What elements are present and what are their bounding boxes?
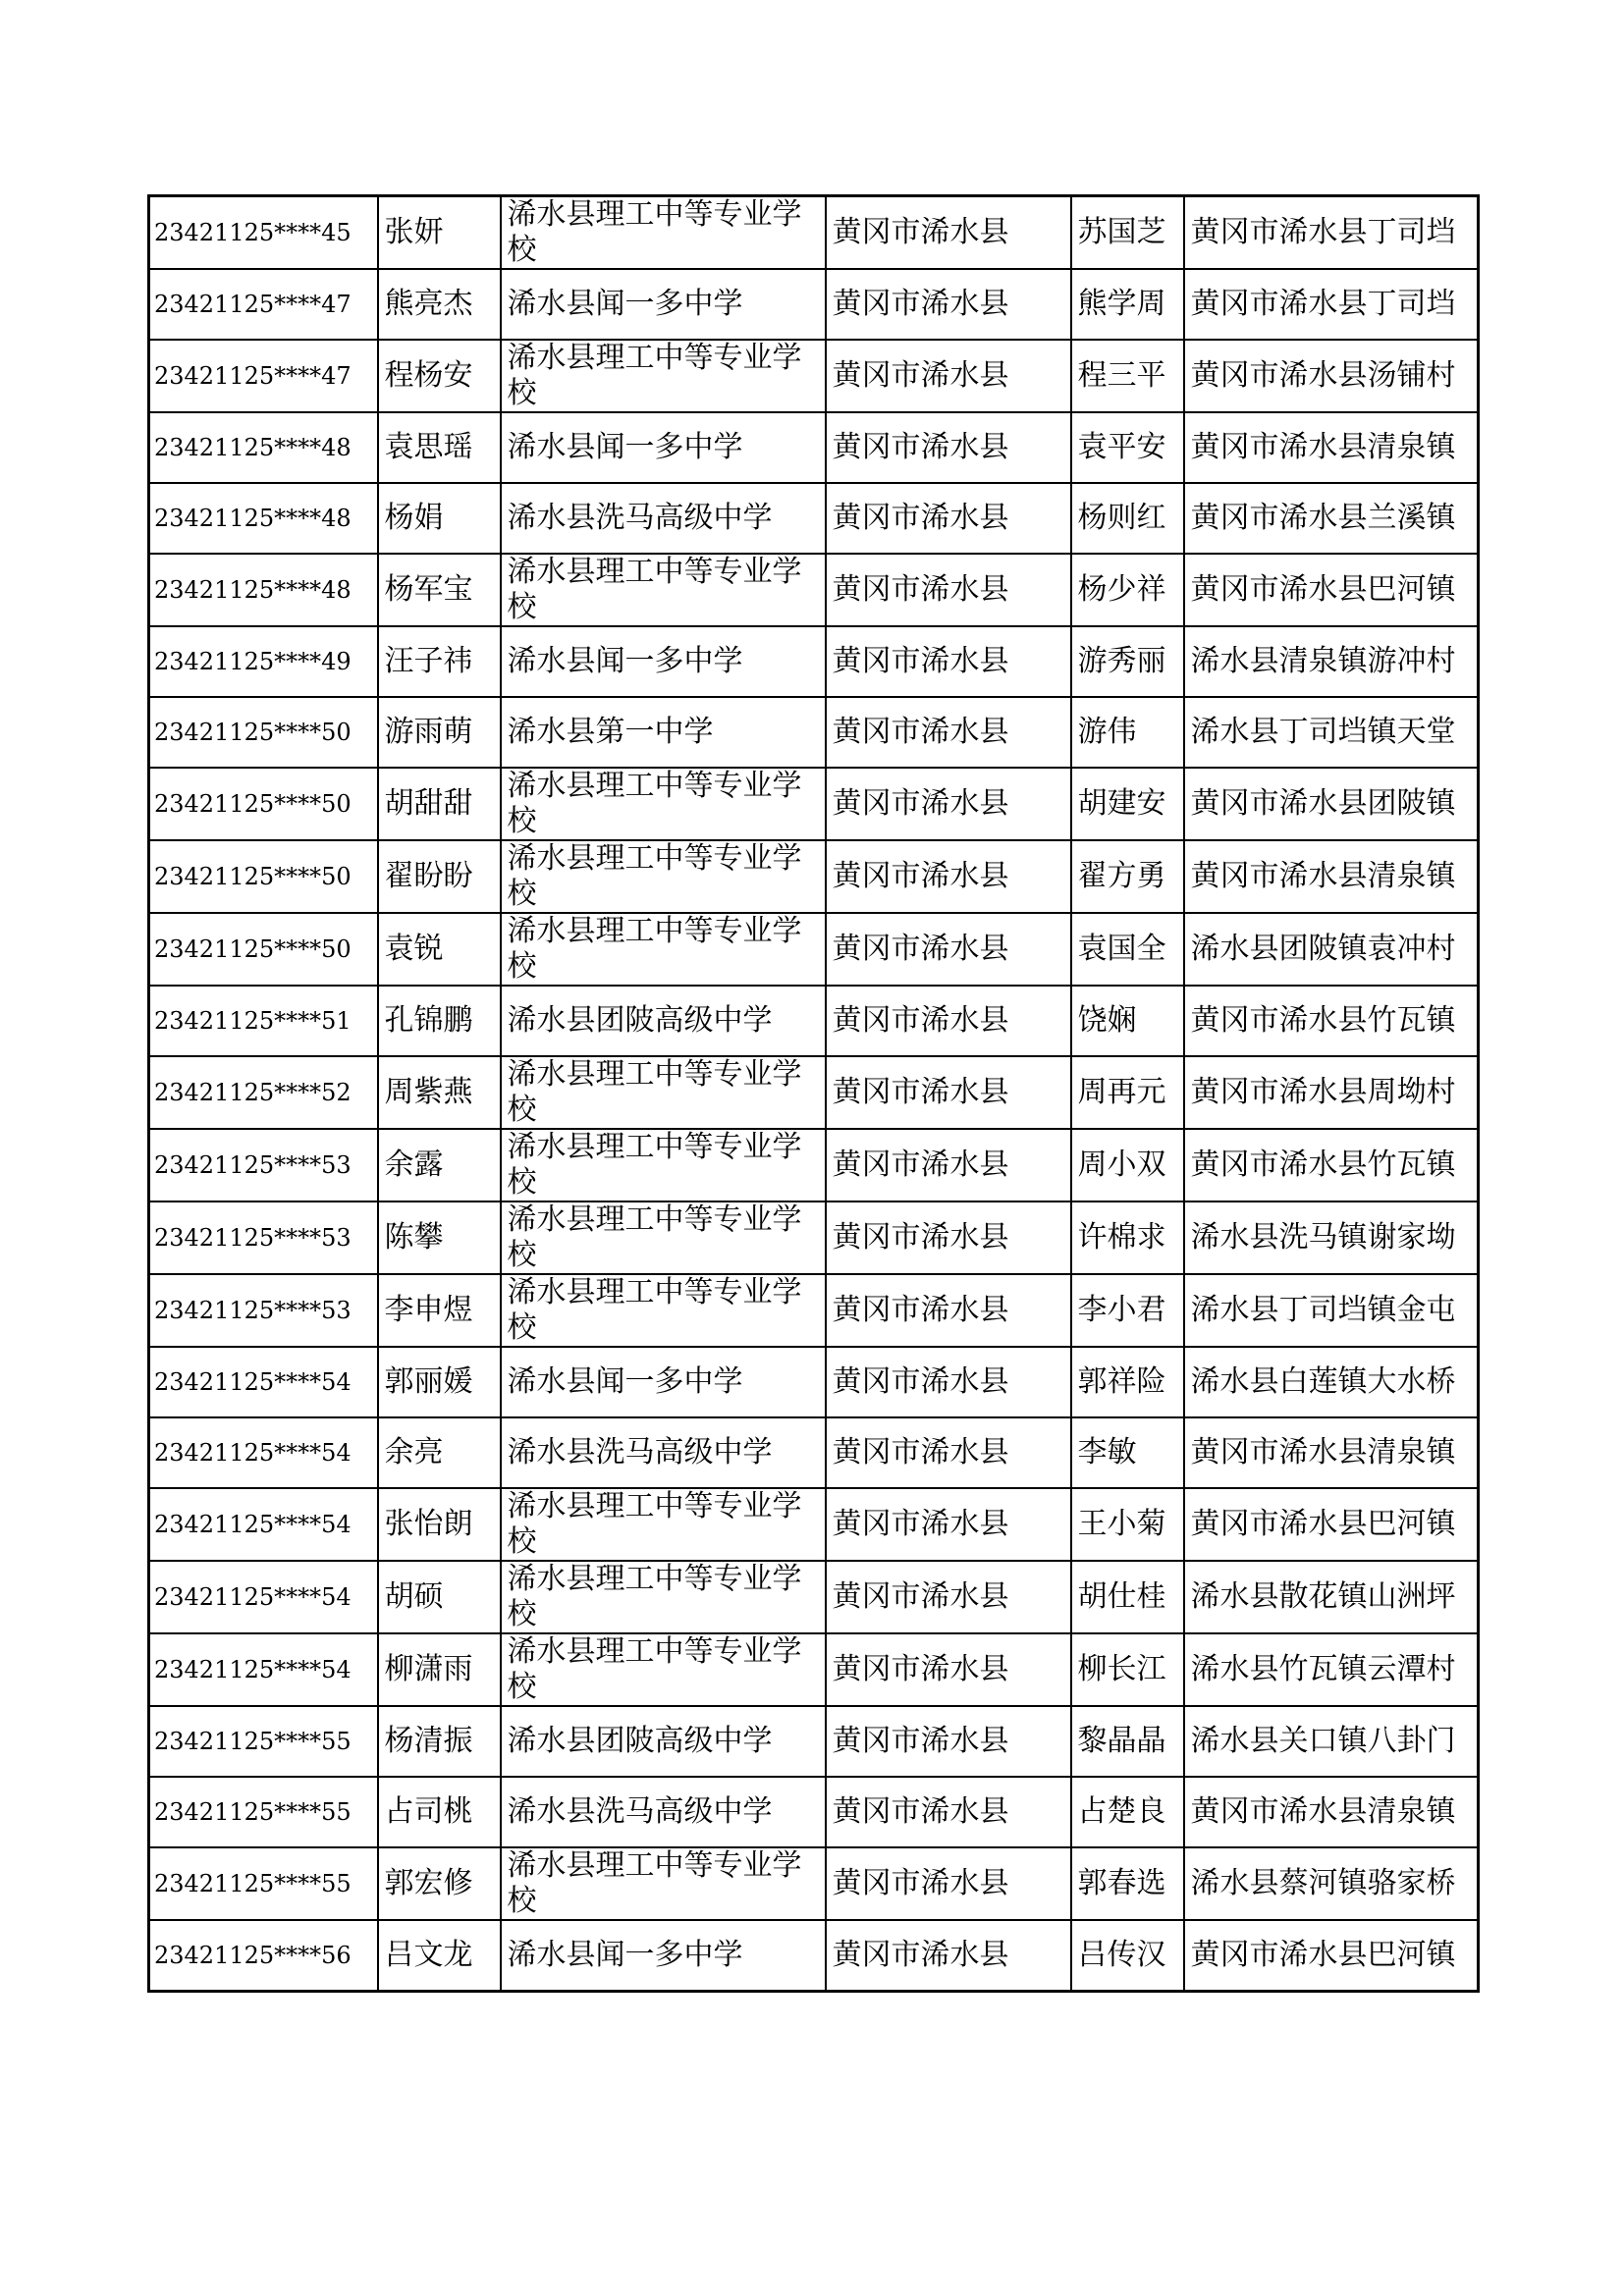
region-cell: 黄冈市浠水县: [826, 1633, 1071, 1706]
id-cell: 23421125****52: [149, 1056, 378, 1129]
id-cell: 23421125****48: [149, 412, 378, 483]
region-cell: 黄冈市浠水县: [826, 1488, 1071, 1561]
guardian-cell: 王小菊: [1071, 1488, 1184, 1561]
address-cell: 黄冈市浠水县竹瓦镇: [1184, 1129, 1479, 1201]
guardian-cell: 郭春选: [1071, 1847, 1184, 1920]
name-cell: 袁思瑶: [378, 412, 501, 483]
guardian-cell: 周再元: [1071, 1056, 1184, 1129]
guardian-cell: 许棉求: [1071, 1201, 1184, 1274]
region-cell: 黄冈市浠水县: [826, 697, 1071, 768]
table-row: [149, 1706, 1479, 1777]
table-row: [149, 1488, 1479, 1561]
school-cell: 浠水县洗马高级中学: [501, 1777, 826, 1847]
region-cell: 黄冈市浠水县: [826, 1777, 1071, 1847]
region-cell: 黄冈市浠水县: [826, 1201, 1071, 1274]
table-row: [149, 196, 1479, 270]
id-cell: 23421125****50: [149, 913, 378, 986]
id-cell: 23421125****54: [149, 1561, 378, 1633]
guardian-cell: 李敏: [1071, 1417, 1184, 1488]
region-cell: 黄冈市浠水县: [826, 1056, 1071, 1129]
address-cell: 浠水县丁司垱镇天堂: [1184, 697, 1479, 768]
address-cell: 黄冈市浠水县清泉镇: [1184, 840, 1479, 913]
address-cell: 黄冈市浠水县清泉镇: [1184, 1417, 1479, 1488]
id-cell: 23421125****49: [149, 626, 378, 697]
guardian-cell: 饶娴: [1071, 986, 1184, 1056]
school-cell: 浠水县理工中等专业学校: [501, 1056, 826, 1129]
table-row: [149, 840, 1479, 913]
region-cell: 黄冈市浠水县: [826, 986, 1071, 1056]
name-cell: 余露: [378, 1129, 501, 1201]
address-cell: 黄冈市浠水县汤铺村: [1184, 340, 1479, 412]
id-cell: 23421125****47: [149, 269, 378, 340]
guardian-cell: 程三平: [1071, 340, 1184, 412]
name-cell: 柳潇雨: [378, 1633, 501, 1706]
table-row: [149, 269, 1479, 340]
table-row: [149, 554, 1479, 626]
region-cell: 黄冈市浠水县: [826, 483, 1071, 554]
school-cell: 浠水县团陂高级中学: [501, 1706, 826, 1777]
name-cell: 杨军宝: [378, 554, 501, 626]
address-cell: 黄冈市浠水县丁司垱: [1184, 269, 1479, 340]
id-cell: 23421125****48: [149, 483, 378, 554]
guardian-cell: 袁平安: [1071, 412, 1184, 483]
region-cell: 黄冈市浠水县: [826, 840, 1071, 913]
school-cell: 浠水县洗马高级中学: [501, 1417, 826, 1488]
table-row: [149, 697, 1479, 768]
region-cell: 黄冈市浠水县: [826, 1561, 1071, 1633]
region-cell: 黄冈市浠水县: [826, 913, 1071, 986]
school-cell: 浠水县理工中等专业学校: [501, 1129, 826, 1201]
id-cell: 23421125****45: [149, 196, 378, 270]
guardian-cell: 胡仕桂: [1071, 1561, 1184, 1633]
table-row: [149, 1274, 1479, 1347]
address-cell: 黄冈市浠水县团陂镇: [1184, 768, 1479, 840]
guardian-cell: 吕传汉: [1071, 1920, 1184, 1991]
guardian-cell: 杨少祥: [1071, 554, 1184, 626]
region-cell: 黄冈市浠水县: [826, 1347, 1071, 1417]
id-cell: 23421125****54: [149, 1633, 378, 1706]
name-cell: 张妍: [378, 196, 501, 270]
school-cell: 浠水县理工中等专业学校: [501, 554, 826, 626]
region-cell: 黄冈市浠水县: [826, 1706, 1071, 1777]
school-cell: 浠水县理工中等专业学校: [501, 1488, 826, 1561]
id-cell: 23421125****56: [149, 1920, 378, 1991]
school-cell: 浠水县理工中等专业学校: [501, 913, 826, 986]
address-cell: 黄冈市浠水县周坳村: [1184, 1056, 1479, 1129]
name-cell: 吕文龙: [378, 1920, 501, 1991]
guardian-cell: 苏国芝: [1071, 196, 1184, 270]
guardian-cell: 袁国全: [1071, 913, 1184, 986]
name-cell: 胡硕: [378, 1561, 501, 1633]
id-cell: 23421125****54: [149, 1347, 378, 1417]
name-cell: 袁锐: [378, 913, 501, 986]
guardian-cell: 李小君: [1071, 1274, 1184, 1347]
id-cell: 23421125****53: [149, 1129, 378, 1201]
table-row: [149, 1056, 1479, 1129]
school-cell: 浠水县闻一多中学: [501, 412, 826, 483]
id-cell: 23421125****53: [149, 1201, 378, 1274]
guardian-cell: 占楚良: [1071, 1777, 1184, 1847]
address-cell: 浠水县竹瓦镇云潭村: [1184, 1633, 1479, 1706]
school-cell: 浠水县理工中等专业学校: [501, 1201, 826, 1274]
region-cell: 黄冈市浠水县: [826, 1129, 1071, 1201]
address-cell: 浠水县丁司垱镇金屯: [1184, 1274, 1479, 1347]
region-cell: 黄冈市浠水县: [826, 554, 1071, 626]
school-cell: 浠水县洗马高级中学: [501, 483, 826, 554]
region-cell: 黄冈市浠水县: [826, 626, 1071, 697]
name-cell: 游雨萌: [378, 697, 501, 768]
name-cell: 陈攀: [378, 1201, 501, 1274]
guardian-cell: 胡建安: [1071, 768, 1184, 840]
id-cell: 23421125****53: [149, 1274, 378, 1347]
table-body: [149, 196, 1479, 1992]
name-cell: 杨娟: [378, 483, 501, 554]
address-cell: 浠水县散花镇山洲坪: [1184, 1561, 1479, 1633]
name-cell: 占司桃: [378, 1777, 501, 1847]
region-cell: 黄冈市浠水县: [826, 1417, 1071, 1488]
name-cell: 孔锦鹏: [378, 986, 501, 1056]
name-cell: 郭宏修: [378, 1847, 501, 1920]
name-cell: 胡甜甜: [378, 768, 501, 840]
address-cell: 黄冈市浠水县巴河镇: [1184, 1920, 1479, 1991]
id-cell: 23421125****48: [149, 554, 378, 626]
school-cell: 浠水县理工中等专业学校: [501, 1561, 826, 1633]
id-cell: 23421125****54: [149, 1417, 378, 1488]
address-cell: 黄冈市浠水县巴河镇: [1184, 1488, 1479, 1561]
table-row: [149, 1347, 1479, 1417]
school-cell: 浠水县闻一多中学: [501, 1347, 826, 1417]
table-row: [149, 340, 1479, 412]
address-cell: 黄冈市浠水县竹瓦镇: [1184, 986, 1479, 1056]
school-cell: 浠水县理工中等专业学校: [501, 1274, 826, 1347]
school-cell: 浠水县闻一多中学: [501, 626, 826, 697]
school-cell: 浠水县理工中等专业学校: [501, 1633, 826, 1706]
region-cell: 黄冈市浠水县: [826, 412, 1071, 483]
guardian-cell: 熊学周: [1071, 269, 1184, 340]
guardian-cell: 游秀丽: [1071, 626, 1184, 697]
address-cell: 黄冈市浠水县丁司垱: [1184, 196, 1479, 270]
id-cell: 23421125****54: [149, 1488, 378, 1561]
address-cell: 浠水县洗马镇谢家坳: [1184, 1201, 1479, 1274]
region-cell: 黄冈市浠水县: [826, 196, 1071, 270]
name-cell: 余亮: [378, 1417, 501, 1488]
address-cell: 浠水县清泉镇游冲村: [1184, 626, 1479, 697]
table-row: [149, 1417, 1479, 1488]
guardian-cell: 郭祥险: [1071, 1347, 1184, 1417]
table-row: [149, 986, 1479, 1056]
table-row: [149, 1777, 1479, 1847]
name-cell: 李申煜: [378, 1274, 501, 1347]
address-cell: 黄冈市浠水县清泉镇: [1184, 1777, 1479, 1847]
name-cell: 张怡朗: [378, 1488, 501, 1561]
school-cell: 浠水县理工中等专业学校: [501, 196, 826, 270]
table-row: [149, 1920, 1479, 1991]
address-cell: 黄冈市浠水县兰溪镇: [1184, 483, 1479, 554]
region-cell: 黄冈市浠水县: [826, 1274, 1071, 1347]
guardian-cell: 黎晶晶: [1071, 1706, 1184, 1777]
id-cell: 23421125****50: [149, 840, 378, 913]
table-row: [149, 913, 1479, 986]
region-cell: 黄冈市浠水县: [826, 768, 1071, 840]
name-cell: 程杨安: [378, 340, 501, 412]
table-row: [149, 483, 1479, 554]
address-cell: 浠水县蔡河镇骆家桥: [1184, 1847, 1479, 1920]
school-cell: 浠水县闻一多中学: [501, 269, 826, 340]
table-row: [149, 1561, 1479, 1633]
region-cell: 黄冈市浠水县: [826, 269, 1071, 340]
table-row: [149, 768, 1479, 840]
guardian-cell: 柳长江: [1071, 1633, 1184, 1706]
region-cell: 黄冈市浠水县: [826, 1920, 1071, 1991]
name-cell: 翟盼盼: [378, 840, 501, 913]
school-cell: 浠水县理工中等专业学校: [501, 840, 826, 913]
school-cell: 浠水县理工中等专业学校: [501, 340, 826, 412]
school-cell: 浠水县理工中等专业学校: [501, 768, 826, 840]
address-cell: 浠水县白莲镇大水桥: [1184, 1347, 1479, 1417]
id-cell: 23421125****50: [149, 768, 378, 840]
table-row: [149, 1201, 1479, 1274]
student-table: [147, 194, 1480, 1993]
school-cell: 浠水县闻一多中学: [501, 1920, 826, 1991]
id-cell: 23421125****50: [149, 697, 378, 768]
name-cell: 汪子祎: [378, 626, 501, 697]
guardian-cell: 游伟: [1071, 697, 1184, 768]
guardian-cell: 周小双: [1071, 1129, 1184, 1201]
id-cell: 23421125****55: [149, 1706, 378, 1777]
school-cell: 浠水县理工中等专业学校: [501, 1847, 826, 1920]
address-cell: 浠水县团陂镇袁冲村: [1184, 913, 1479, 986]
name-cell: 郭丽媛: [378, 1347, 501, 1417]
address-cell: 黄冈市浠水县清泉镇: [1184, 412, 1479, 483]
address-cell: 浠水县关口镇八卦门: [1184, 1706, 1479, 1777]
region-cell: 黄冈市浠水县: [826, 1847, 1071, 1920]
id-cell: 23421125****55: [149, 1777, 378, 1847]
table-row: [149, 1633, 1479, 1706]
school-cell: 浠水县团陂高级中学: [501, 986, 826, 1056]
name-cell: 熊亮杰: [378, 269, 501, 340]
table-row: [149, 412, 1479, 483]
guardian-cell: 翟方勇: [1071, 840, 1184, 913]
table-row: [149, 626, 1479, 697]
table-row: [149, 1129, 1479, 1201]
guardian-cell: 杨则红: [1071, 483, 1184, 554]
name-cell: 杨清振: [378, 1706, 501, 1777]
school-cell: 浠水县第一中学: [501, 697, 826, 768]
region-cell: 黄冈市浠水县: [826, 340, 1071, 412]
name-cell: 周紫燕: [378, 1056, 501, 1129]
id-cell: 23421125****55: [149, 1847, 378, 1920]
id-cell: 23421125****47: [149, 340, 378, 412]
table-row: [149, 1847, 1479, 1920]
address-cell: 黄冈市浠水县巴河镇: [1184, 554, 1479, 626]
id-cell: 23421125****51: [149, 986, 378, 1056]
